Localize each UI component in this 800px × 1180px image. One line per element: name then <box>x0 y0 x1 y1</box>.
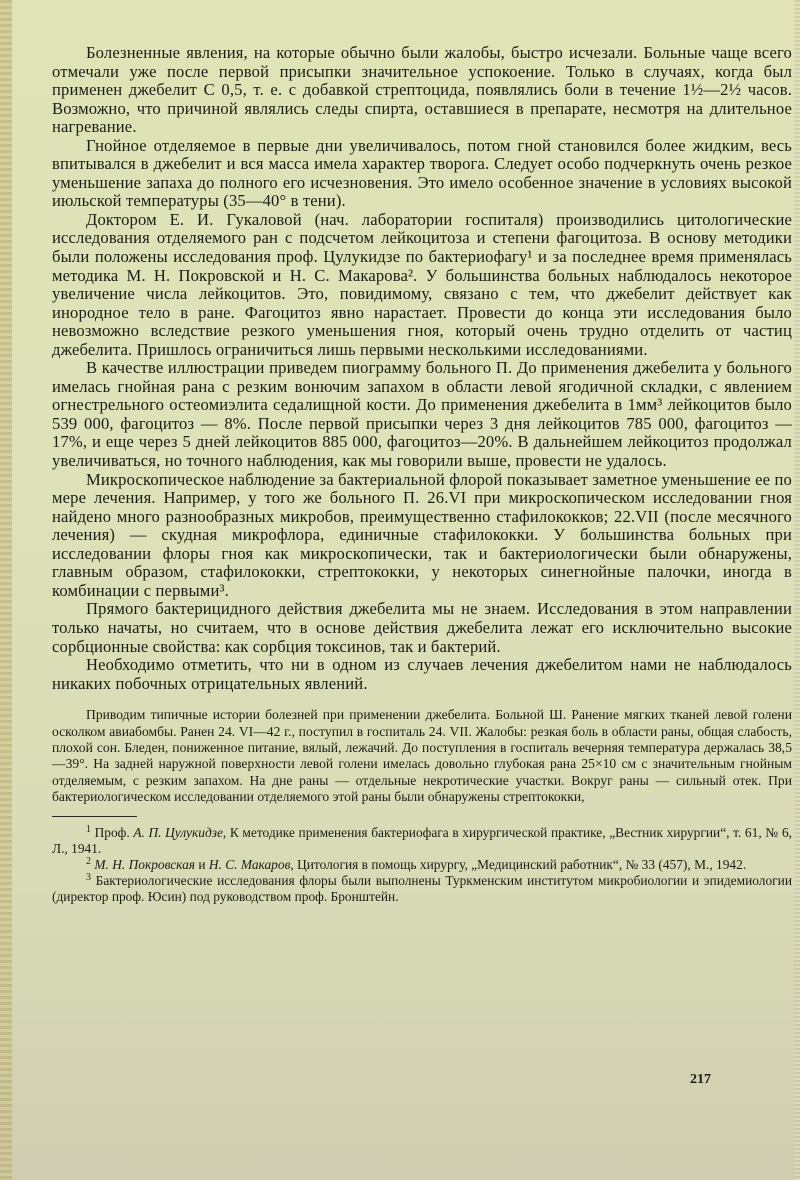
footnote-1 <box>52 825 792 857</box>
footnote-separator <box>52 816 137 817</box>
page-number: 217 <box>690 1072 711 1087</box>
footnote-mark: 1 <box>86 823 91 835</box>
footnote-text: , К методике применения бактериофага в хирургической практике, „Вестник хирургии“, т. 61, № 6, Л., 1941. <box>52 824 792 856</box>
book-binding-edge <box>0 0 12 1180</box>
case-history-section <box>52 707 792 805</box>
footnote-2 <box>52 857 792 873</box>
paragraph: Гнойное отделяемое в первые дни увеличивалось, потом гной становился более жидким, весь впитывался в джебелит и вся масса имела характер творога. Следует особо подчеркнуть очень резкое уменьшение запаха до полного его исчезновения. Это имело особенное значение в условиях высокой июльской температуры (35—40° в тени). <box>52 135 792 211</box>
case-history-paragraph: Приводим типичные истории болезней при применении джебелита. Больной Ш. Ранение мягких тканей левой голени осколком авиабомбы. Ранен 24. VI—42 г., поступил в госпиталь 24. VII. Жалобы: резкая боль в области раны, общая слабость, плохой сон. Бледен, пониженное питание, вялый, лежачий. До поступления в госпиталь вечерняя температура держалась 38,5—39°. На задней наружной поверхности левой голени имелась довольно глубокая рана 25×10 см с значительным гнойным отделяемым, с резким запахом. На дне раны — отдельные некротические участки. Вокруг раны — сильный отек. При бактериологическом исследовании отделяемого этой раны были обнаружены стрептококки, <box>52 707 792 805</box>
footnote-mark: 2 <box>86 855 91 867</box>
footnote-author: А. П. Цулукидзе <box>133 824 223 840</box>
page-edge <box>794 0 800 1180</box>
footnote-mark: 3 <box>86 872 91 884</box>
footnote-text: , Цитология в помощь хирургу, „Медицинский работник“, № 33 (457), М., 1942. <box>290 856 747 872</box>
paragraph: В качестве иллюстрации приведем пиограмму больного П. До применения джебелита у больного имелась гнойная рана с резким вонючим запахом в области левой ягодичной складки, с явлением огнестрельного остеомиэлита седалищной кости. До применения джебелита в 1мм³ лейкоцитов было 539 000, фагоцитоз — 8%. После первой присыпки через 3 дня лейкоцитов 785 000, фагоцитоз — 17%, и еще через 5 дней лейкоцитов 885 000, фагоцитоз—20%. В дальнейшем лейкоцитоз продолжал увеличиваться, но точного наблюдения, как мы говорили выше, провести не удалось. <box>52 358 792 471</box>
footnote-author-2: Н. С. Макаров <box>208 856 291 872</box>
footnote-prefix: Проф. <box>94 824 134 840</box>
main-body-text <box>52 44 792 693</box>
paragraph: Доктором Е. И. Гукаловой (нач. лаборатории госпиталя) производились цитологические исследования отделяемого ран с подсчетом лейкоцитоза и степени фагоцитоза. В основу методики были положены исследования проф. Цулукидзе по бактериофагу¹ и за последнее время применялась методика М. Н. Покровской и Н. С. Макарова². У большинства больных наблюдалось некоторое увеличение числа лейкоцитов. Это, повидимому, связано с тем, что джебелит действует как инородное тело в ране. Фагоцитоз явно нарастает. Провести до конца эти исследования было невозможно вследствие резкого уменьшения гноя, который очень трудно отделить от частиц джебелита. Пришлось ограничиться лишь первыми несколькими исследованиями. <box>52 209 792 359</box>
footnotes <box>52 825 792 906</box>
footnote-author: М. Н. Покровская <box>94 856 196 872</box>
paragraph: Прямого бактерицидного действия джебелита мы не знаем. Исследования в этом направлении только начаты, но считаем, что в основе действия джебелита лежат его исключительно высокие сорбционные свойства: как сорбция токсинов, так и бактерий. <box>52 599 792 656</box>
footnote-conjunction: и <box>195 856 209 872</box>
footnote-text: Бактериологические исследования флоры были выполнены Туркменским институтом микробиологии и эпидемиологии (директор проф. Юсин) под руководством проф. Бронштейн. <box>52 873 792 905</box>
footnote-3 <box>52 873 792 905</box>
paragraph: Микроскопическое наблюдение за бактериальной флорой показывает заметное уменьшение ее по мере лечения. Например, у того же больного П. 26.VI при микроскопическом исследовании гноя найдено много разнообразных микробов, преимущественно стафилококков; 22.VII (после месячного лечения) — скудная микрофлора, единичные стафилококки. У большинства больных при исследовании флоры гноя как микроскопически, так и бактериологически были обнаружены, главным образом, стафилококки, стрептококки, у некоторых синегнойные палочки, иногда в комбинации с первыми³. <box>52 469 792 600</box>
paragraph: Необходимо отметить, что ни в одном из случаев лечения джебелитом нами не наблюдалось никаких побочных отрицательных явлений. <box>52 655 792 693</box>
paragraph: Болезненные явления, на которые обычно были жалобы, быстро исчезали. Больные чаще всего отмечали уже после первой присыпки значительное успокоение. Только в случаях, когда был применен джебелит С 0,5, т. е. с добавкой стрептоцида, появлялись боли в течение 1½—2½ часов. Возможно, что причиной являлись следы спирта, оставшиеся в препарате, несмотря на длительное нагревание. <box>52 43 792 137</box>
page <box>52 44 792 906</box>
